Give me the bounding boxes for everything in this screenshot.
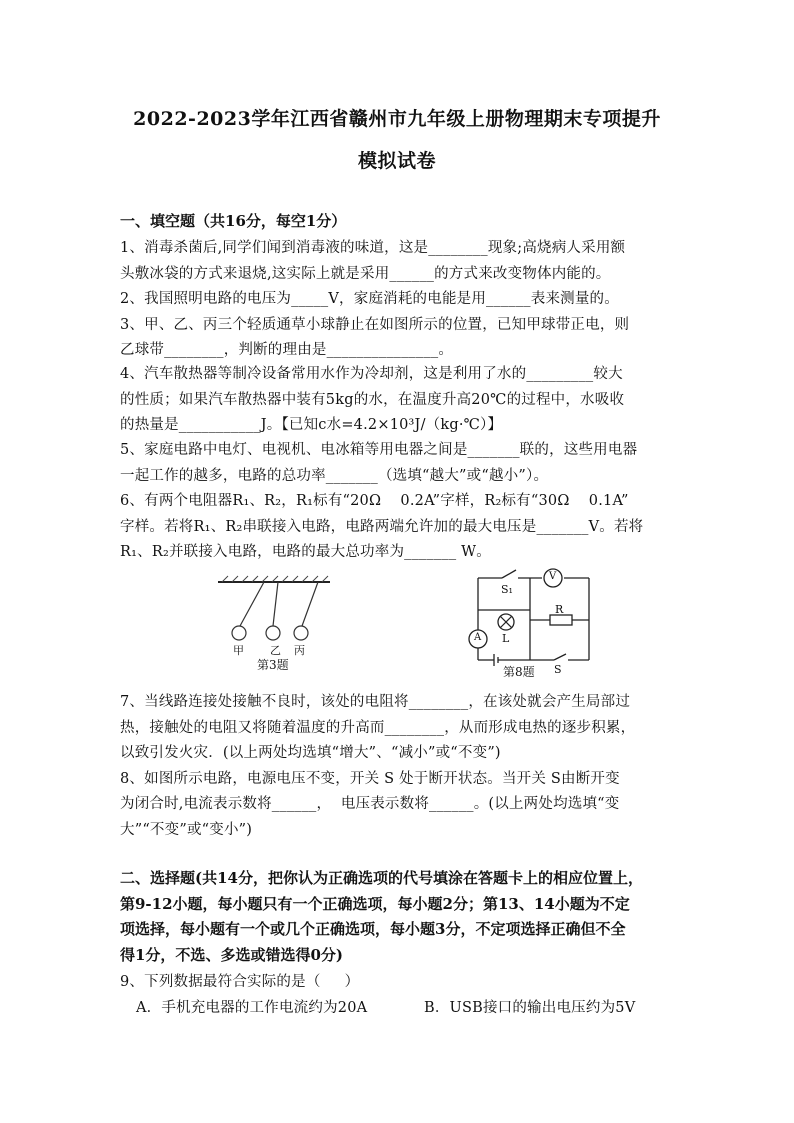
ball-jia — [232, 626, 246, 640]
ball-label-jia: 甲 — [233, 644, 244, 657]
q9-option-a: A．手机充电器的工作电流约为20A — [136, 1000, 368, 1016]
q9-option-b: B．USB接口的输出电压约为5V — [424, 1000, 636, 1016]
circuit-label-s: S — [554, 663, 562, 676]
question-line: 字样。若将R₁、R₂串联接入电路，电路两端允许加的最大电压是_______V。若将 — [120, 519, 644, 535]
ball-label-bing: 丙 — [294, 644, 305, 657]
question-line: 大”“不变”或“变小”) — [120, 822, 253, 838]
question-line: 为闭合时,电流表示数将______， 电压表示数将______。(以上两处均选填“变 — [120, 796, 620, 812]
ball-yi — [266, 626, 280, 640]
figure-8-caption: 第8题 — [503, 665, 535, 679]
question-line: 1、消毒杀菌后,同学们闻到消毒液的味道，这是________现象;高烧病人采用额 — [120, 240, 626, 256]
section2-heading-line: 得1分，不选、多选或错选得0分) — [120, 946, 343, 964]
question-line: 乙球带________，判断的理由是_______________。 — [120, 342, 454, 358]
circuit-label-a: A — [474, 632, 482, 643]
section1-heading: 一、填空题（共16分，每空1分） — [120, 212, 347, 230]
question-9: 9、下列数据最符合实际的是（ ） — [120, 974, 360, 990]
ball-label-yi: 乙 — [270, 644, 281, 657]
figure-8-circuit — [462, 568, 594, 678]
question-line: 的性质；如果汽车散热器中装有5kg的水，在温度升高20℃的过程中，水吸收 — [120, 392, 625, 408]
question-line: 以致引发火灾．(以上两处均选填“增大”、“减小”或“不变”) — [120, 745, 501, 761]
circuit-label-l: L — [502, 632, 510, 645]
section2-heading-line: 项选择，每小题有一个或几个正确选项，每小题3分，不定项选择正确但不全 — [120, 920, 626, 938]
question-line: 头敷冰袋的方式来退烧,这实际上就是采用______的方式来改变物体内能的。 — [120, 266, 611, 282]
section2-heading-line: 二、选择题(共14分，把你认为正确选项的代号填涂在答题卡上的相应位置上， — [120, 869, 643, 887]
ball-bing — [294, 626, 308, 640]
question-line: 4、汽车散热器等制冷设备常用水作为冷却剂，这是利用了水的_________较大 — [120, 366, 623, 382]
question-line: 的热量是___________J。【已知c水=4.2×10³J/（kg·℃）】 — [120, 417, 503, 433]
circuit-label-s1: S₁ — [501, 583, 513, 596]
question-line: 7、当线路连接处接触不良时，该处的电阻将________，在该处就会产生局部过 — [120, 694, 631, 710]
question-line: 6、有两个电阻器R₁、R₂，R₁标有“20Ω 0.2A”字样，R₂标有“30Ω 0.1A” — [120, 493, 629, 509]
question-line: 8、如图所示电路，电源电压不变，开关 S 处于断开状态。当开关 S由断开变 — [120, 771, 620, 787]
exam-title-line2: 模拟试卷 — [357, 150, 436, 172]
question-line: 热，接触处的电阻又将随着温度的升高而________，从而形成电热的逐步积累， — [120, 720, 636, 736]
question-line: 5、家庭电路中电灯、电视机、电冰箱等用电器之间是_______联的，这些用电器 — [120, 442, 638, 458]
exam-title-line1: 2022-2023学年江西省赣州市九年级上册物理期末专项提升 — [133, 108, 661, 130]
section2-heading-line: 第9-12小题，每小题只有一个正确选项，每小题2分；第13、14小题为不定 — [120, 895, 630, 913]
circuit-label-r: R — [555, 603, 564, 616]
question-line: R₁、R₂并联接入电路，电路的最大总功率为_______ W。 — [120, 544, 491, 560]
figure-3-caption: 第3题 — [257, 658, 289, 672]
question-line: 2、我国照明电路的电压为_____V，家庭消耗的电能是用______表来测量的。 — [120, 291, 619, 307]
question-line: 3、甲、乙、丙三个轻质通草小球静止在如图所示的位置，已知甲球带正电，则 — [120, 317, 630, 333]
circuit-label-v: V — [549, 571, 557, 582]
question-line: 一起工作的越多，电路的总功率_______（选填“越大”或“越小”）。 — [120, 468, 549, 484]
